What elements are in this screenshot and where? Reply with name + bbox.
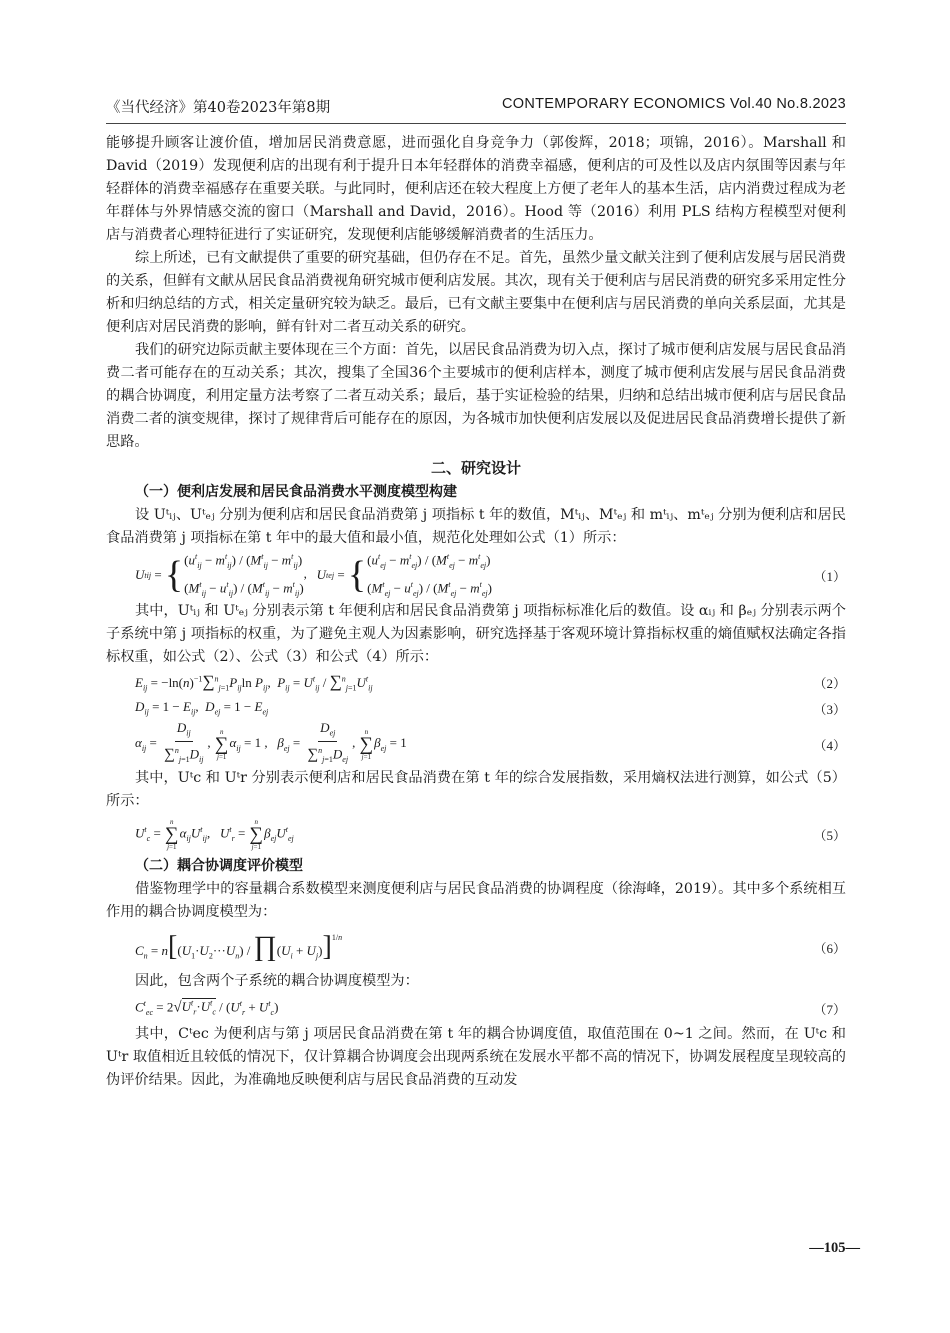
paragraph-6: 其中，Uᵗc 和 Uᵗr 分别表示便利店和居民食品消费在第 t 年的综合发展指数，采用熵权法进行测算，如公式（5）所示： (106, 770, 846, 809)
paragraph-4: 设 Uᵗᵢⱼ、Uᵗₑⱼ 分别为便利店和居民食品消费第 j 项指标 t 年的数值，Mᵗᵢⱼ、Mᵗₑⱼ 和 mᵗᵢⱼ、mᵗₑⱼ 分别为便利店和居民食品消费第 j 项指标在第 t 年中的最大值和最小值，规范化处理如公式（1）所示： (106, 507, 846, 546)
subsection-heading-2: （二）耦合协调度评价模型 (135, 858, 303, 874)
paragraph-2: 综上所述，已有文献提供了重要的研究基础，但仍存在不足。首先，虽然少量文献关注到了便利店发展与居民消费的关系，但鲜有文献从居民食品消费视角研究城市便利店发展。其次，现有关于便利店与居民消费的研究多采用定性分析和归纳总结的方式，相关定量研究较为缺乏。最后，已有文献主要集中在便利店与居民消费的单向关系层面，尤其是便利店对居民消费的影响，鲜有针对二者互动关系的研究。 (106, 250, 846, 335)
equation-2: $E_{ij} = -\ln(n)^{-1}\sum^n_{j=1}P_{ij}\ln$ $P_{ij}$, $P_{ij} = U^t_{ij} / \sum^n_{j=1}U^t_{ij}$ （2） (135, 671, 846, 693)
journal-header-right: CONTEMPORARY ECONOMICS Vol.40 No.8.2023 (502, 96, 846, 112)
paragraph-9: 其中，Cᵗec 为便利店与第 j 项居民食品消费在第 t 年的耦合协调度值，取值范围在 0~1 之间。然而，在 Uᵗc 和 Uᵗr 取值相近且较低的情况下，仅计算耦合协调度会出现两系统在发展水平都不高的情况下，协调发展程度呈现较高的伪评价结果。因此，为准确地反映便利店与居民食品消费的互动发 (106, 1026, 846, 1088)
paragraph-5: 其中，Uᵗᵢⱼ 和 Uᵗₑⱼ 分别表示第 t 年便利店和居民食品消费第 j 项指标标准化后的数值。设 αᵢⱼ 和 βₑⱼ 分别表示两个子系统中第 j 项指标的权重，为了避免主观人为因素影响，研究选择基于客观环境计算指标权重的熵值赋权法确定各指标权重，如公式（2）、公式（3）和公式（4）所示： (106, 603, 846, 665)
journal-header-left: 《当代经济》第40卷2023年第8期 (106, 100, 331, 116)
section-heading: 二、研究设计 (430, 459, 521, 477)
header-rule (106, 123, 846, 124)
equation-number-1: （1） (813, 568, 846, 584)
equation-7: $C^t_{ec} = 2√U^t_r\cdot U^t_c / (U^t_r + U^t_c)$ （7） (135, 999, 846, 1017)
equation-number-4: （4） (813, 737, 846, 753)
equation-number-3: （3） (813, 701, 846, 717)
paragraph-1: 能够提升顾客让渡价值，增加居民消费意愿，进而强化自身竞争力（郭俊辉，2018；项锦，2016）。Marshall 和 David（2019）发现便利店的出现有利于提升日本年轻群体的消费幸福感，便利店的可及性以及店内氛围等因素与年轻群体的消费幸福感存在重要关联。与此同时，便利店还在较大程度上方便了老年人的基本生活，店内消费过程成为老年群体与外界情感交流的窗口（Marshall and David，2016）。Hood 等（2016）利用 PLS 结构方程模型对便利店与消费者心理特征进行了实证研究，发现便利店能够缓解消费者的生活压力。 (106, 135, 846, 243)
equation-1: U t ij = { $(u^t_{ij} - m^t_{ij}) / (M^t_{ij} - m^t_{ij})$ $(M^t_{ij} - u^t_{ij}) / (M^t_{ij} - m^t_{ij})$ , U t ej = { $(u^t_{ej} - m^t_{ej}) / (M^t_{ej} - m^t_{ej})$ $(M^t_{ej} - u^t_{ej}) / (M^t_{ej} - m^t_{ej})$ （1） (135, 552, 846, 598)
paragraph-8: 因此，包含两个子系统的耦合协调度模型为： (135, 973, 419, 989)
paragraph-3: 我们的研究边际贡献主要体现在三个方面：首先，以居民食品消费为切入点，探讨了城市便利店发展与居民食品消费二者可能存在的互动关系；其次，搜集了全国36个主要城市的便利店样本，测度了城市便利店发展与居民食品消费的耦合协调度，利用定量方法考察了二者互动关系；最后，基于实证检验的结果，归纳和总结出城市便利店与居民食品消费二者的演变规律，探讨了规律背后可能存在的原因，为各城市加快便利店发展以及促进居民食品消费增长提供了新思路。 (106, 342, 846, 450)
equation-number-5: （5） (813, 827, 846, 843)
equation-5: $U^t_c$ = n ∑ j=1 $\alpha_{ij}U^t_{ij}$, $U^t_r$ = n ∑ j=1 $\beta_{ej}U^t_{ej}$ （5） (135, 817, 846, 851)
equation-6: $C_n = n[(U_1\cdot U_2\cdot\cdot\cdot U_n)$ / $\prod(U_i + U_j)]^{1/n}$ （6） (135, 931, 846, 962)
equation-number-7: （7） (813, 1001, 846, 1017)
equation-number-6: （6） (813, 940, 846, 956)
paragraph-7: 借鉴物理学中的容量耦合系数模型来测度便利店与居民食品消费的协调程度（徐海峰，2019）。其中多个系统相互作用的耦合协调度模型为： (106, 881, 846, 920)
page-number: —105— (809, 1240, 860, 1256)
article-body (106, 132, 846, 1092)
equation-4: $\alpha_{ij}$ = $\frac{D_{ij}}{\sum^n_{j=1}D_{ij}}$ , n ∑ j=1 $\alpha_{ij} = 1$ , $\beta_{ej}$ = $\frac{D_{ej}}{\sum^n_{j=1}D_{ej}}$ , n ∑ j=1 $\beta_{ej} = 1$ （4） (135, 719, 846, 765)
subsection-heading-1: （一）便利店发展和居民食品消费水平测度模型构建 (135, 484, 457, 500)
equation-3: $D_{ij} = 1 - E_{ij}$, $D_{ej} = 1 - E_{ej}$ （3） (135, 699, 846, 717)
equation-number-2: （2） (813, 675, 846, 691)
